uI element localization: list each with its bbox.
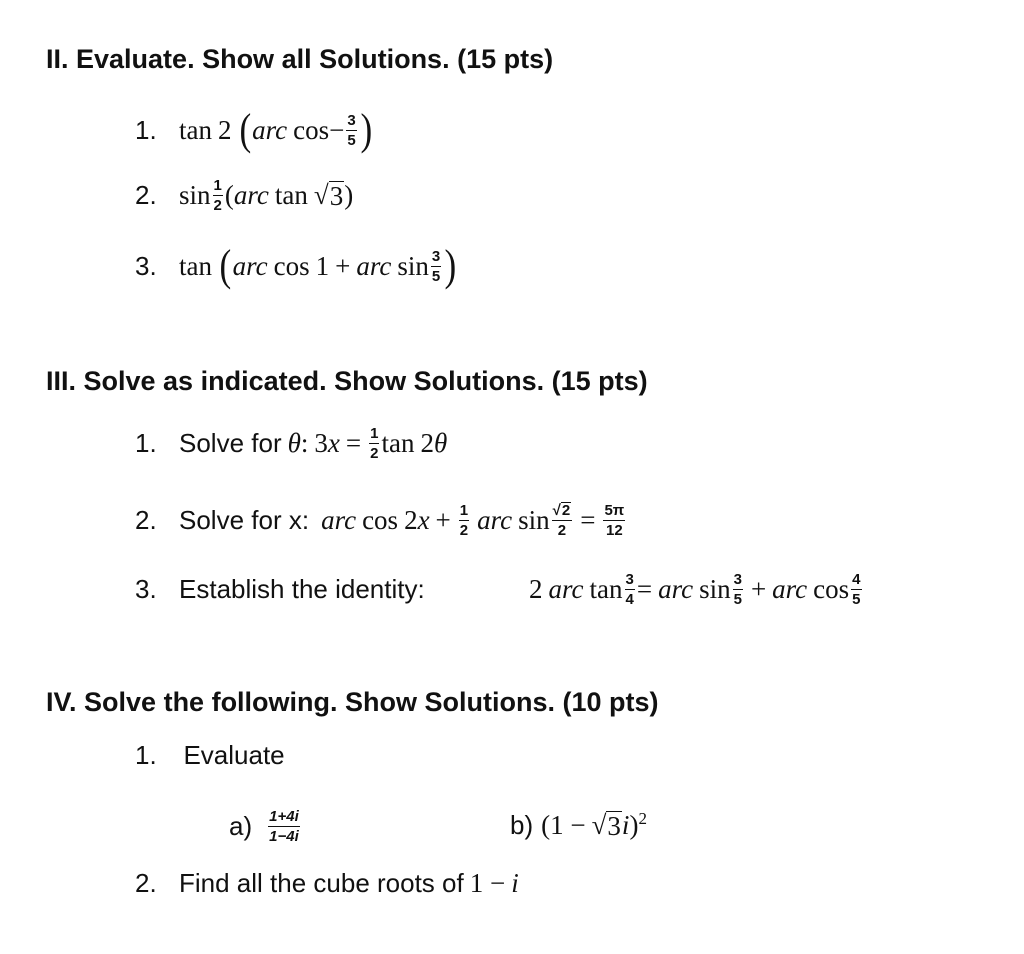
fraction: $\frac{3}{5}$ <box>733 570 742 608</box>
imaginary-unit: i <box>621 809 630 840</box>
arc-text: arc <box>548 573 584 604</box>
equals-sign: = <box>636 573 653 604</box>
problem-4-1 <box>135 740 285 771</box>
fraction: $\frac{3}{5}$ <box>431 247 441 285</box>
fraction: $\frac{4}{5}$ <box>852 570 861 608</box>
part-label: b) <box>510 809 534 840</box>
fraction: √ 2 2 <box>552 501 571 540</box>
tan-func: tan <box>179 250 212 281</box>
arc-text: arc <box>232 250 268 281</box>
arc-text: arc <box>477 504 513 535</box>
tan-func: tan <box>274 179 308 210</box>
item-number: 3. <box>135 573 157 604</box>
cos-func: cos <box>293 114 330 145</box>
problem-4-2 <box>135 868 519 899</box>
sin-func: sin <box>518 504 550 535</box>
exponent: 2 <box>638 809 647 828</box>
equals-sign: = <box>345 427 362 458</box>
close-paren: ) <box>360 105 372 154</box>
section-4-heading: IV. Solve the following. Show Solutions. (10 pts) <box>46 687 659 717</box>
arc-text: arc <box>321 504 357 535</box>
open-paren: ( <box>219 241 232 290</box>
tan-func: tan <box>381 427 415 458</box>
cos-func: cos <box>813 573 850 604</box>
arc-text: arc <box>252 114 288 145</box>
tan-func: tan <box>179 114 212 145</box>
coefficient: 2 <box>404 504 418 535</box>
imaginary-unit: i <box>511 868 519 898</box>
close-paren: ) <box>629 809 639 840</box>
coefficient: 2 <box>218 114 232 145</box>
coefficient: 2 <box>529 573 543 604</box>
item-number: 2. <box>135 179 157 210</box>
sin-func: sin <box>179 179 211 210</box>
item-number: 1. <box>135 427 157 458</box>
fraction: $\frac{1}{2}$ <box>459 501 469 539</box>
plus-sign: + <box>435 504 451 535</box>
coefficient: 3 <box>314 427 328 458</box>
instruction-label: Establish the identity: <box>179 573 425 604</box>
instruction-label: Find all the cube roots of <box>179 868 464 898</box>
fraction: $\frac{3}{5}$ <box>347 111 356 149</box>
close-paren: ) <box>444 241 457 290</box>
item-number: 2. <box>135 868 157 898</box>
fraction: $\frac{1}{2}$ <box>213 176 222 214</box>
expression: 1 − <box>469 868 506 898</box>
arc-text: arc <box>356 250 392 281</box>
tan-func: tan <box>589 573 623 604</box>
arc-text: arc <box>772 573 808 604</box>
item-number: 1. <box>135 740 157 770</box>
fraction: $\frac{1}{2}$ <box>370 424 379 462</box>
part-label: a) <box>229 810 253 841</box>
close-paren: ) <box>344 179 354 210</box>
item-number: 2. <box>135 504 157 535</box>
arc-text: arc <box>658 573 694 604</box>
sin-func: sin <box>699 573 731 604</box>
problem-2-3 <box>135 240 458 292</box>
arc-text: arc <box>233 179 269 210</box>
theta-symbol: θ <box>433 427 448 458</box>
instruction-label: Solve for <box>179 427 282 458</box>
part-b <box>510 800 647 850</box>
square-root: √ 3 <box>591 809 621 842</box>
plus-sign: + <box>750 573 767 604</box>
square-root: √ 3 <box>313 179 344 212</box>
fraction: $\frac{3}{4}$ <box>625 570 634 608</box>
equals-sign: = <box>580 504 596 535</box>
item-number: 1. <box>135 114 157 145</box>
coefficient: 2 <box>420 427 434 458</box>
problem-3-2 <box>135 490 627 550</box>
variable-x: x <box>417 504 430 535</box>
plus-sign: + <box>335 250 351 281</box>
cos-func: cos <box>273 250 310 281</box>
problem-2-2 <box>135 170 353 220</box>
item-number: 3. <box>135 250 157 281</box>
section-3-heading: III. Solve as indicated. Show Solutions. (15 pts) <box>46 366 648 396</box>
open-expression: (1 − <box>541 809 586 840</box>
problem-3-3 <box>135 563 864 615</box>
open-paren: ( <box>238 105 251 154</box>
fraction: $\frac{1+4i}{1-4i}$ <box>269 807 299 845</box>
part-a <box>229 796 302 856</box>
theta-symbol: θ <box>287 427 301 458</box>
number: 1 <box>315 250 330 281</box>
cos-func: cos <box>362 504 399 535</box>
problem-3-1 <box>135 418 447 468</box>
variable-x: x <box>327 427 340 458</box>
open-paren: ( <box>224 179 234 210</box>
sin-func: sin <box>397 250 429 281</box>
instruction-label: Solve for x: <box>179 504 310 535</box>
fraction: $\frac{5\pi}{12}$ <box>604 501 625 539</box>
section-2-heading: II. Evaluate. Show all Solutions. (15 pts) <box>46 44 554 74</box>
problem-2-1 <box>135 104 373 156</box>
colon: : <box>300 427 309 458</box>
minus-sign: − <box>329 114 345 145</box>
instruction-label: Evaluate <box>183 740 285 770</box>
